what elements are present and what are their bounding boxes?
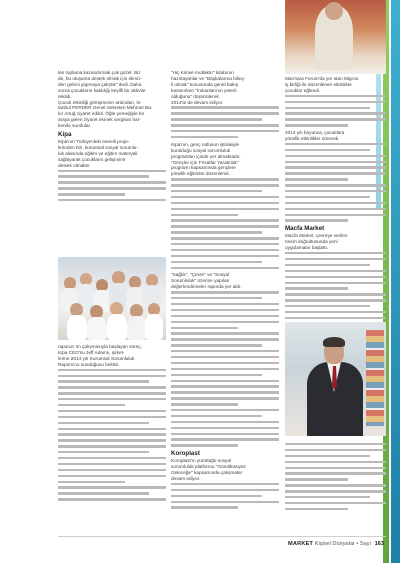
article-column-2 [171, 70, 279, 512]
text-line: rekildi. [58, 93, 72, 99]
text-line: sorumluluk platformu "Gönüllüsüyüz [171, 464, 246, 470]
text-line: olduğunu" düşünülerek [171, 93, 219, 99]
text-line: yönelik eğitimler düzenlendi. [171, 171, 230, 177]
executive-portrait-photo [285, 322, 386, 436]
text-line: kende sundular. [58, 123, 92, 129]
body-text-placeholder [285, 252, 386, 325]
article-column-3-lower [285, 442, 386, 514]
text-line: "Gençler için Fırsatlar Yaratmak" [171, 159, 239, 165]
migros-paragraph [285, 76, 386, 94]
portrait-hair [323, 337, 345, 347]
section-heading-koroplast: Koroplast [171, 450, 200, 458]
body-text-placeholder [171, 178, 279, 269]
text-line: Raporu'nu sunduğunu belirtti. [58, 361, 120, 367]
intro-paragraph [58, 70, 166, 129]
text-line: kır Artuğ ziyaret edildi. Öğle yemeğiyle bir [58, 111, 145, 117]
text-line: devam ediyor. [171, 475, 201, 481]
article-column-1 [58, 70, 166, 205]
text-line: yönelik etkinlikler sürecek. [285, 135, 340, 141]
text-line: kurulduğu sosyal sorumluluk [171, 147, 231, 153]
store-staff-photo [285, 0, 386, 74]
text-line: Kipa'nın Türkiye'deki önemli proje- [58, 139, 130, 145]
page-footer [288, 541, 384, 547]
text-line: sağlayarak çocukların gelişimine [58, 156, 126, 162]
koroplast-paragraph [171, 458, 279, 482]
text-line: destek olmaktır. [58, 162, 91, 168]
mid-paragraph [171, 142, 279, 177]
kipa-paragraph [58, 139, 166, 169]
text-line: araya gelen ziyaret ekmek sergisini har- [58, 117, 141, 123]
text-line: 2014 yılı boyunca, çocuklara [285, 130, 345, 136]
text-line: li olmak" konusunda genel bakış [171, 81, 239, 87]
body-text-placeholder [285, 143, 386, 222]
text-line: önem doğrultusunda yeni [285, 239, 338, 245]
text-line: raporun ön çalışmasıyla başlayan süreç, [58, 344, 142, 349]
text-line: 2014'te de devam ediyor. [171, 99, 224, 105]
text-line: uygulamalar başlattı. [285, 245, 329, 251]
text-line: lerine 2014 yılı Kurumsal Sorumluluk [58, 355, 135, 361]
macfa-paragraph [285, 233, 386, 251]
section-heading-macfa-market: Macfa Market [285, 225, 325, 233]
text-line: Kipa CEO'su Jeff Adams, şirket- [58, 349, 125, 355]
text-line: tanbul PERDER Genel Sekreteri Mehmet Ba- [58, 105, 153, 111]
body-text-placeholder [58, 170, 166, 202]
text-line: Çocuk etkinliği görüşmenin ardından, İs- [58, 99, 142, 105]
text-line: Macfa Market, çevreye verilen [285, 233, 348, 239]
body-text-placeholder [171, 291, 279, 447]
text-line: Marmara Forum'da yer alan Migros [285, 76, 359, 81]
body-text-placeholder [285, 443, 386, 510]
text-line: iş birliği ile düzenlenen etkinlikte [285, 81, 352, 87]
magazine-brand: MARKET [288, 541, 314, 547]
text-line: luk alanında eğitim ve eğitim materyali [58, 150, 138, 156]
footer-rule [58, 536, 386, 537]
text-line: lan toplama kazandırmak çok güzel. Biz [58, 70, 141, 75]
text-line: çocuklar eğlendi. [285, 87, 321, 93]
text-line: Koroplast'ın yürüttüğü sosyal [171, 458, 232, 464]
migros-paragraph-2 [285, 130, 386, 142]
decor-bar-blue [391, 0, 400, 563]
text-line: Geleceğe" kapsamında çalışmalar [171, 470, 243, 476]
body-text-placeholder [58, 369, 166, 501]
list-paragraph [171, 272, 279, 290]
text-line: programı kapsamında gençlere [171, 165, 236, 171]
article-column-1-lower [58, 344, 166, 504]
section-heading-kipa: Kipa [58, 131, 72, 139]
text-line: lerinden biri, kurumsal sosyal sorumlu- [58, 144, 138, 150]
text-line: Kipa'nın, genç nüfusun iştirakiyle [171, 141, 240, 147]
text-line: den geleni yapmaya çalıştık" dedi. Daha [58, 81, 142, 87]
magazine-tagline: Kişisel Dünyalar • Sayı [314, 541, 372, 547]
page-number: 163 [374, 541, 384, 547]
text-line: sonra çocukların katıldığı keyifli bir aktivite [58, 87, 146, 93]
photo-figure-head [325, 2, 343, 20]
body-text-placeholder [171, 106, 279, 138]
article-column-3 [285, 76, 386, 329]
text-line: Sorumluluk" üzerine yapılan [171, 278, 230, 284]
text-line: programları içinde yer almaktadır. [171, 153, 241, 159]
text-line: "Hiç Kimse mutlaktır" kitabının [171, 70, 234, 75]
text-line: "Sağlık", "Çevre" ve "Sosyal [171, 272, 230, 278]
store-shelf [366, 330, 384, 426]
text-line: kazanırken "İmkanlarının yeterli [171, 87, 237, 93]
intro-paragraph [171, 70, 279, 105]
text-line: hazırlayanlar ve "Başkalarına bilinç- [171, 75, 246, 81]
children-group-photo [58, 257, 166, 340]
text-line: de, bu oluşuma destek olmak için elimiz- [58, 75, 143, 81]
body-text-placeholder [285, 95, 386, 127]
body-text-placeholder [171, 483, 279, 509]
text-line: değerlendirmeler raporda yer aldı. [171, 284, 242, 290]
